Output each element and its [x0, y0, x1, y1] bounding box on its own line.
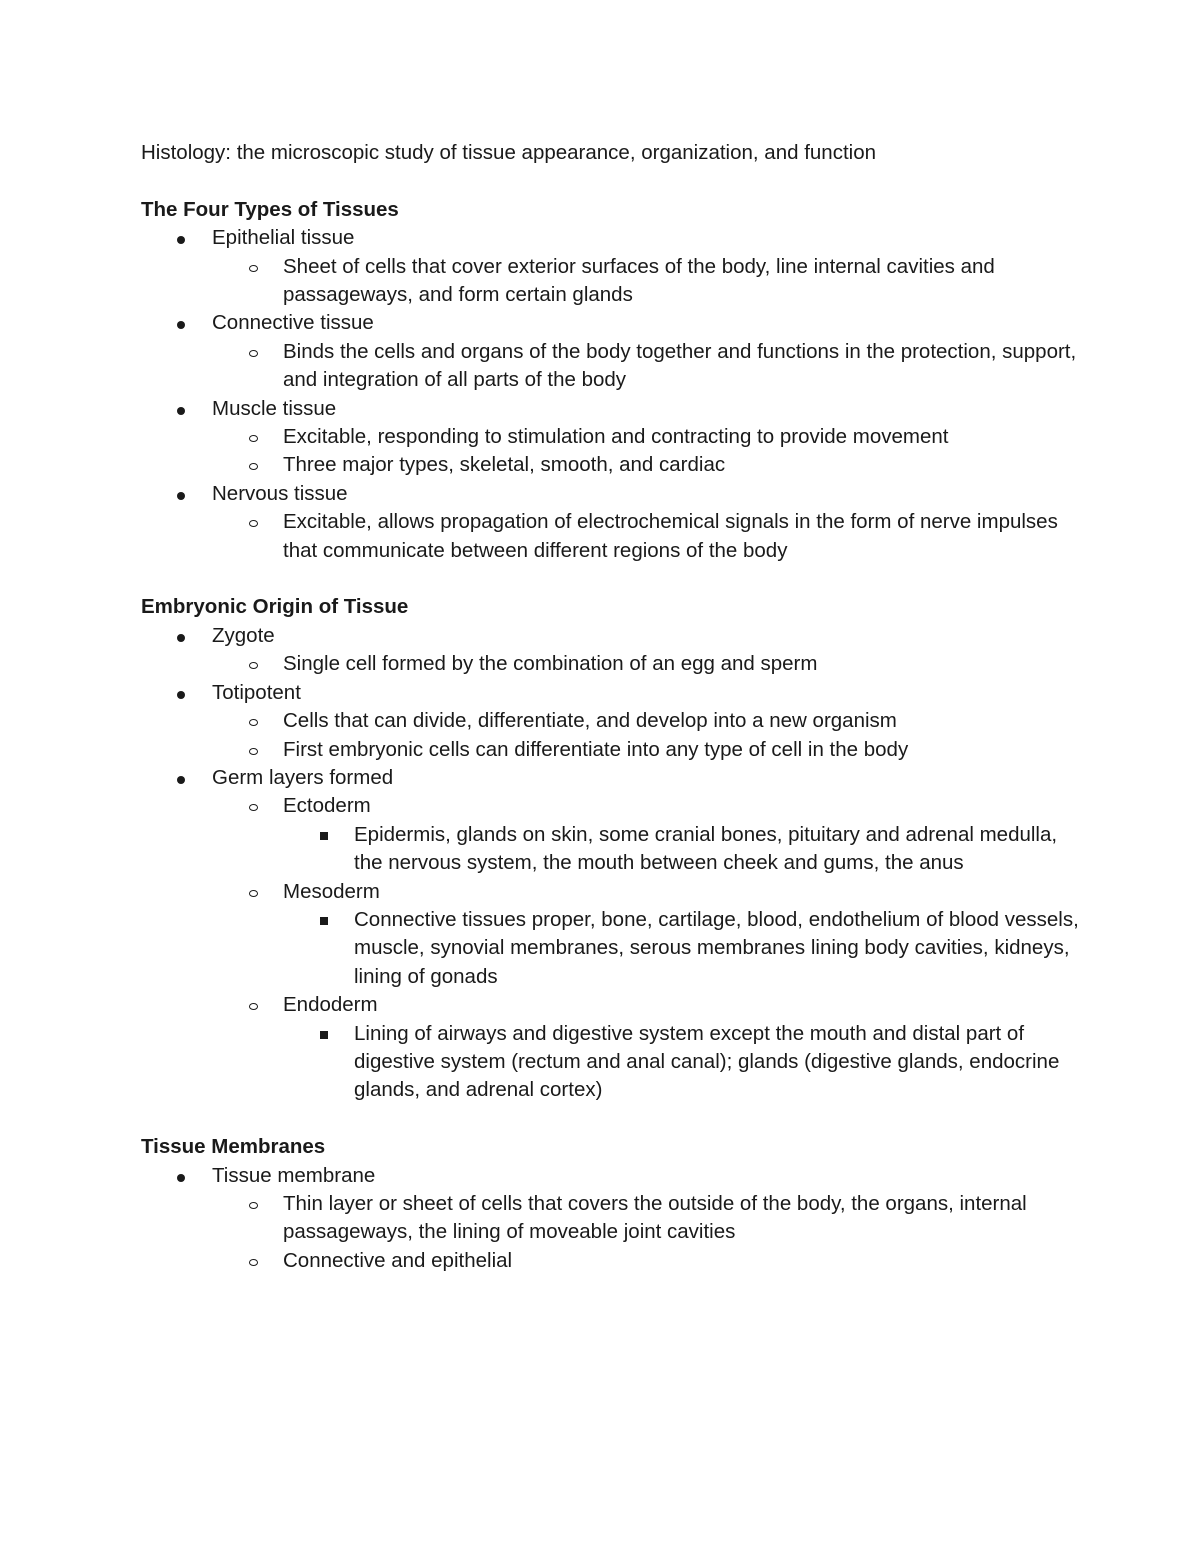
- bullet-dot-icon: [177, 492, 185, 500]
- section: [141, 1133, 1081, 1275]
- list-item: [141, 224, 1081, 309]
- list-item: [141, 679, 1081, 764]
- list-item-text: Endoderm: [283, 993, 378, 1017]
- list-item-text: Sheet of cells that cover exterior surfaces of the body, line internal cavities and passageways, and form certain glands: [283, 254, 995, 307]
- bullet-circle-icon: [249, 719, 258, 726]
- list-item: [212, 451, 1081, 479]
- bullet-list-level-2: [212, 1190, 1081, 1275]
- bullet-dot-icon: [177, 407, 185, 415]
- list-item-text: Mesoderm: [283, 879, 380, 903]
- bullet-circle-icon: [249, 662, 258, 669]
- list-item: [212, 991, 1081, 1105]
- list-item: [212, 792, 1081, 877]
- section-heading: Tissue Membranes: [141, 1135, 326, 1159]
- bullet-square-icon: [320, 832, 328, 840]
- list-item: [283, 821, 1081, 878]
- bullet-list-level-3: [283, 906, 1081, 991]
- list-item: [141, 395, 1081, 480]
- list-item-text: Totipotent: [212, 680, 301, 704]
- bullet-circle-icon: [249, 1003, 258, 1010]
- list-item: [212, 508, 1081, 565]
- list-item: [212, 650, 1081, 678]
- section-heading: The Four Types of Tissues: [141, 197, 399, 221]
- bullet-list-level-2: [212, 707, 1081, 764]
- list-item-text: Epithelial tissue: [212, 226, 355, 250]
- bullet-circle-icon: [249, 265, 258, 272]
- bullet-list-level-2: [212, 338, 1081, 395]
- list-item-text: Zygote: [212, 623, 275, 647]
- bullet-circle-icon: [249, 748, 258, 755]
- intro-definition: Histology: the microscopic study of tissue appearance, organization, and function: [141, 141, 876, 164]
- section-spacer: [141, 1105, 1081, 1133]
- list-item-text: Single cell formed by the combination of an egg and sperm: [283, 652, 818, 676]
- section-spacer: [141, 167, 1081, 195]
- list-item-text: Connective tissues proper, bone, cartilage, blood, endothelium of blood vessels, muscle, synovial membranes, serous membranes lining body cavities, kidneys, lining of gonads: [354, 907, 1079, 988]
- list-item-text: Connective tissue: [212, 311, 374, 335]
- list-item: [141, 480, 1081, 565]
- bullet-list-level-2: [212, 423, 1081, 480]
- section: [141, 593, 1081, 1104]
- bullet-dot-icon: [177, 1174, 185, 1182]
- bullet-list-level-2: [212, 508, 1081, 565]
- list-item: [212, 253, 1081, 310]
- list-item-text: Ectoderm: [283, 794, 371, 818]
- bullet-circle-icon: [249, 463, 258, 470]
- bullet-circle-icon: [249, 1202, 258, 1209]
- list-item: [212, 1190, 1081, 1247]
- bullet-circle-icon: [249, 890, 258, 897]
- list-item: [212, 878, 1081, 992]
- list-item-text: Excitable, responding to stimulation and contracting to provide movement: [283, 425, 949, 449]
- list-item-text: Germ layers formed: [212, 765, 394, 789]
- bullet-list-level-2: [212, 792, 1081, 1104]
- bullet-circle-icon: [249, 520, 258, 527]
- list-item-text: Nervous tissue: [212, 481, 348, 505]
- list-item-text: Cells that can divide, differentiate, and develop into a new organism: [283, 709, 897, 733]
- bullet-list-level-2: [212, 650, 1081, 678]
- bullet-list-level-1: [141, 622, 1081, 1105]
- section-spacer: [141, 565, 1081, 593]
- list-item: [141, 1162, 1081, 1276]
- bullet-circle-icon: [249, 1259, 258, 1266]
- bullet-list-level-1: [141, 224, 1081, 565]
- list-item-text: First embryonic cells can differentiate into any type of cell in the body: [283, 737, 909, 761]
- bullet-list-level-2: [212, 253, 1081, 310]
- bullet-dot-icon: [177, 634, 185, 642]
- list-item-text: Epidermis, glands on skin, some cranial bones, pituitary and adrenal medulla, the nervous system, the mouth between cheek and gums, the anus: [354, 822, 1058, 875]
- list-item-text: Tissue membrane: [212, 1163, 376, 1187]
- list-item: [212, 338, 1081, 395]
- sections-container: [141, 167, 1081, 1275]
- bullet-dot-icon: [177, 776, 185, 784]
- bullet-square-icon: [320, 917, 328, 925]
- bullet-dot-icon: [177, 321, 185, 329]
- list-item-text: Three major types, skeletal, smooth, and cardiac: [283, 453, 726, 477]
- list-item: [212, 736, 1081, 764]
- bullet-square-icon: [320, 1031, 328, 1039]
- bullet-circle-icon: [249, 435, 258, 442]
- list-item: [212, 1247, 1081, 1275]
- list-item-text: Muscle tissue: [212, 396, 337, 420]
- list-item: [141, 764, 1081, 1105]
- list-item: [283, 906, 1081, 991]
- list-item: [141, 309, 1081, 394]
- list-item: [212, 423, 1081, 451]
- bullet-dot-icon: [177, 236, 185, 244]
- list-item-text: Excitable, allows propagation of electrochemical signals in the form of nerve impulses that communicate between different regions of the body: [283, 510, 1058, 562]
- list-item: [283, 1020, 1081, 1105]
- document-body: [141, 139, 1081, 1275]
- list-item: [212, 707, 1081, 735]
- bullet-circle-icon: [249, 350, 258, 357]
- section-heading: Embryonic Origin of Tissue: [141, 595, 409, 619]
- bullet-list-level-3: [283, 1020, 1081, 1105]
- bullet-list-level-1: [141, 1162, 1081, 1276]
- list-item: [141, 622, 1081, 679]
- bullet-list-level-3: [283, 821, 1081, 878]
- bullet-dot-icon: [177, 691, 185, 699]
- section: [141, 196, 1081, 565]
- list-item-text: Thin layer or sheet of cells that covers the outside of the body, the organs, internal passageways, the lining of moveable joint cavities: [283, 1191, 1027, 1244]
- list-item-text: Connective and epithelial: [283, 1248, 513, 1272]
- bullet-circle-icon: [249, 804, 258, 811]
- list-item-text: Lining of airways and digestive system except the mouth and distal part of digestive system (rectum and anal canal); glands (digestive glands, endocrine glands, and adrenal cortex): [354, 1021, 1060, 1102]
- list-item-text: Binds the cells and organs of the body together and functions in the protection, support, and integration of all parts of the body: [283, 339, 1077, 392]
